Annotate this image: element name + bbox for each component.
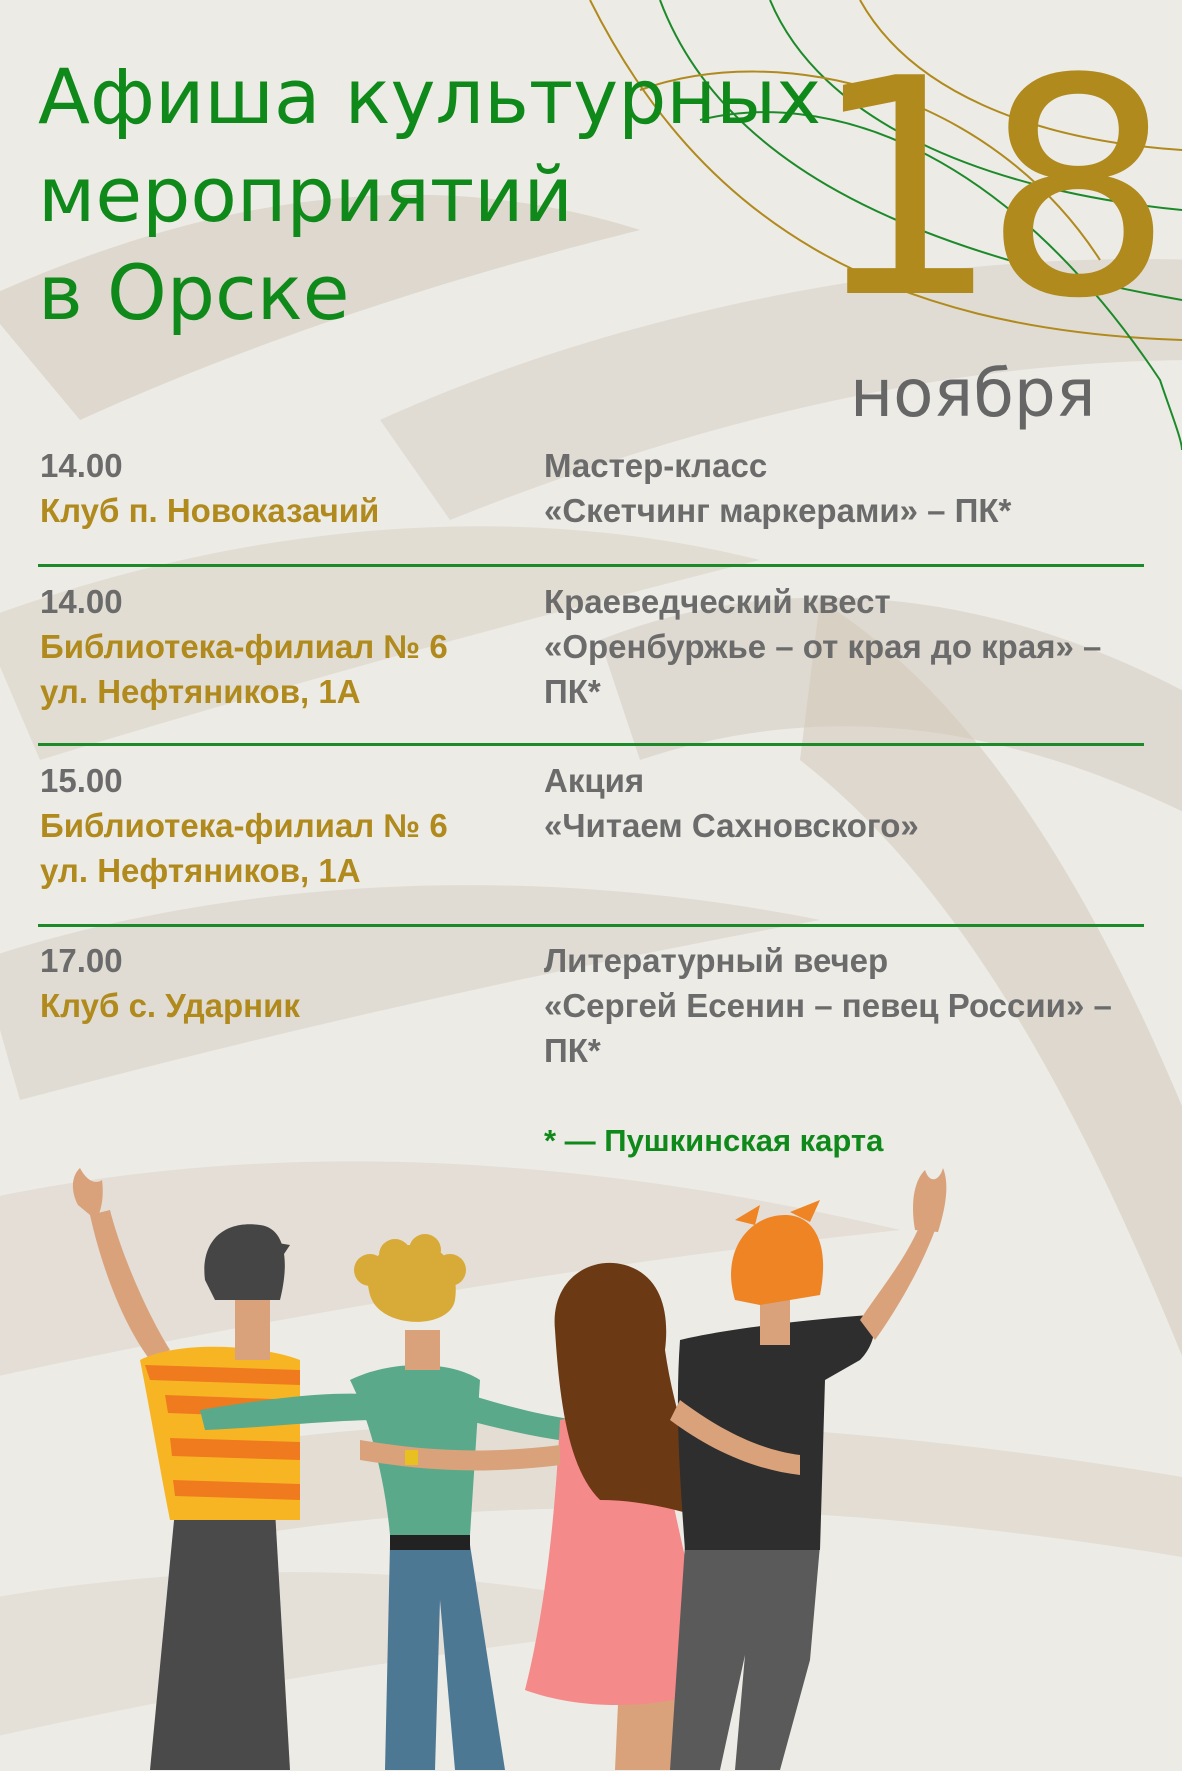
event-address: ул. Нефтяников, 1А <box>40 852 361 889</box>
event-time: 17.00 <box>40 942 123 979</box>
event-place-block <box>40 443 540 533</box>
event-place-block <box>40 758 540 893</box>
event-place-block <box>40 579 540 714</box>
event-place: Библиотека-филиал № 6 <box>40 807 448 844</box>
event-time: 14.00 <box>40 583 123 620</box>
event-divider <box>38 924 1144 927</box>
event-divider <box>38 743 1144 746</box>
event-description-block <box>544 938 1164 1073</box>
title-line-3: в Орске <box>38 248 350 337</box>
event-address: ул. Нефтяников, 1А <box>40 673 361 710</box>
event-type: Мастер-класс <box>544 447 768 484</box>
event-place: Библиотека-филиал № 6 <box>40 628 448 665</box>
event-place: Клуб с. Ударник <box>40 987 300 1024</box>
event-type: Акция <box>544 762 645 799</box>
event-note: ПК* <box>544 673 601 710</box>
title-line-2: мероприятий <box>38 150 573 239</box>
date-month: ноября <box>850 355 1096 432</box>
event-title: «Скетчинг маркерами» – ПК* <box>544 492 1012 529</box>
event-type: Литературный вечер <box>544 942 889 979</box>
friends-illustration <box>0 1150 1182 1771</box>
person-black-shirt <box>670 1168 946 1770</box>
pushkin-card-footnote: * — Пушкинская карта <box>544 1123 884 1158</box>
event-place-block <box>40 938 540 1028</box>
event-description-block <box>544 443 1164 533</box>
event-place: Клуб п. Новоказачий <box>40 492 380 529</box>
event-divider <box>38 564 1144 567</box>
event-type: Краеведческий квест <box>544 583 891 620</box>
event-title: «Сергей Есенин – певец России» – <box>544 987 1112 1024</box>
event-title: «Читаем Сахновского» <box>544 807 919 844</box>
event-description-block <box>544 579 1164 714</box>
event-time: 14.00 <box>40 447 123 484</box>
person-striped-shirt <box>73 1168 300 1770</box>
title-line-1: Афиша культурных <box>38 52 822 141</box>
date-day: 18 <box>810 15 1156 364</box>
event-title: «Оренбуржье – от края до края» – <box>544 628 1102 665</box>
event-note: ПК* <box>544 1032 601 1069</box>
event-time: 15.00 <box>40 762 123 799</box>
page-title <box>38 48 821 342</box>
event-description-block <box>544 758 1164 848</box>
